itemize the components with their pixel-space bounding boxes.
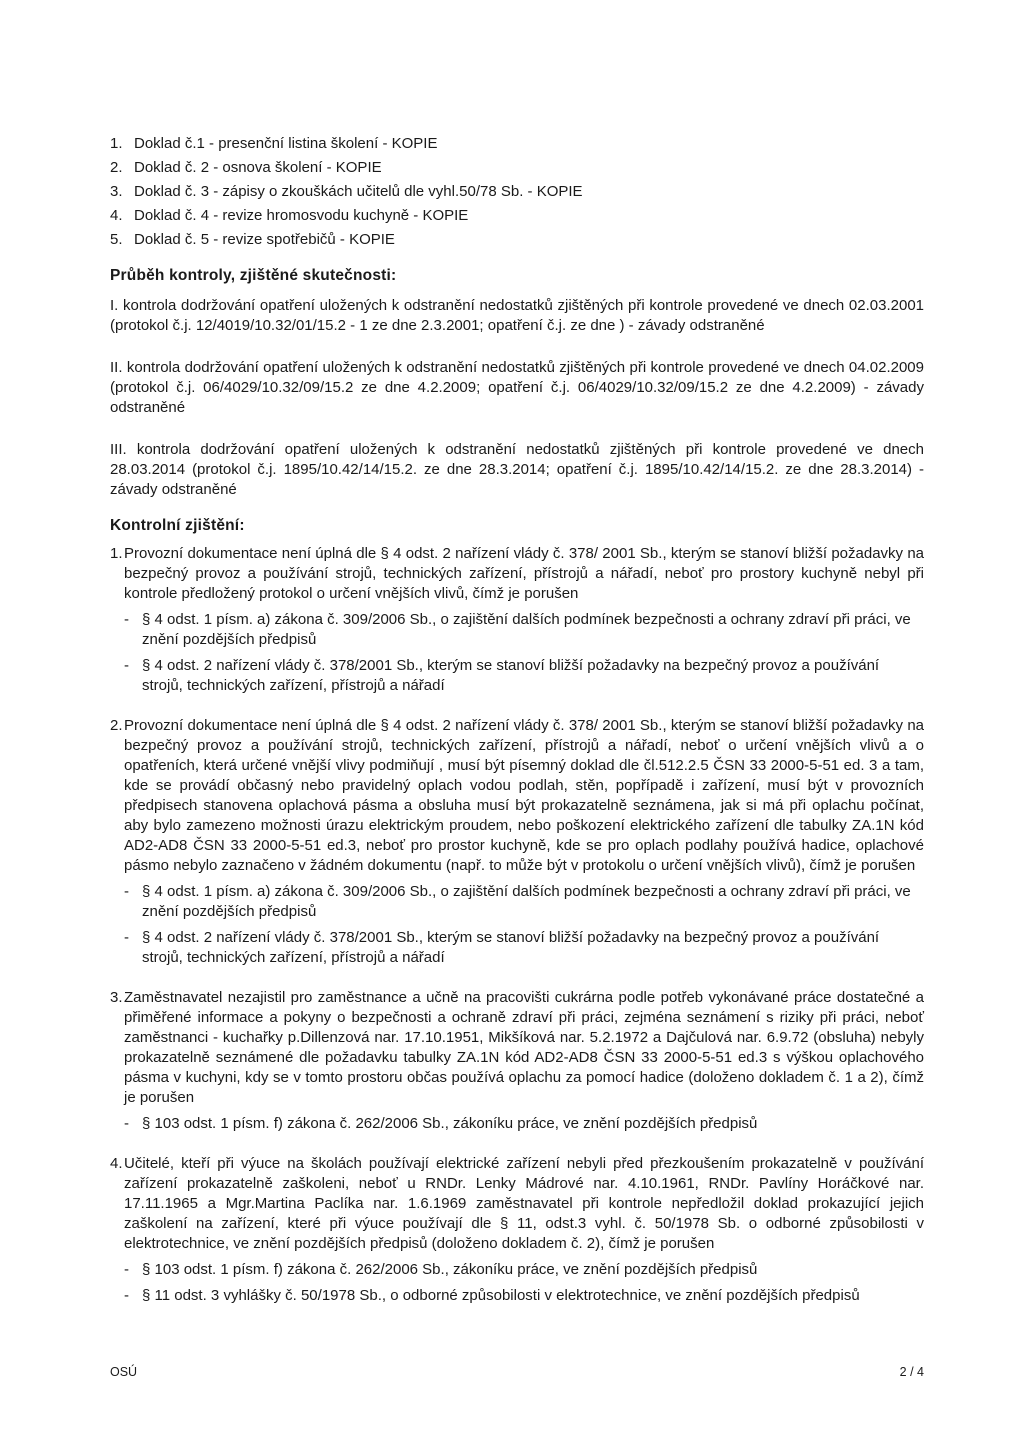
attachment-text: Doklad č. 2 - osnova školení - KOPIE — [134, 159, 382, 176]
finding-number: 2. — [110, 717, 123, 734]
attachment-item — [110, 182, 924, 202]
finding-text: Zaměstnavatel nezajistil pro zaměstnance a učně na pracovišti cukrárna podle potřeb vykonávané práce dostatečné a přiměřené informace a pokyny o bezpečnosti a ochraně zdraví při práci, zejména seznámení s riziky při práci, neboť zaměstnanci - kuchařky p.Dillenzová nar. 17.10.1951, Mikšíková nar. 5.2.1972 a Dajčulová nar. 6.9.72 (obsluha) nebyly prokazatelně seznámené dle požadavku tabulky ZA.1N kód AD2-AD8 ČSN 33 2000-5-51 ed.3 s výškou oplachového pásma v kuchyni, kdy se v tomto prostoru občas používá oplachu za pomocí hadice (doloženo dokladem č. 1 a 2), čímž je porušen — [124, 989, 924, 1106]
finding-number: 3. — [110, 989, 123, 1006]
attachment-number: 1. — [110, 135, 123, 152]
finding-item — [110, 988, 924, 1140]
attachment-text: Doklad č. 5 - revize spotřebičů - KOPIE — [134, 231, 395, 248]
violation-item: - § 103 odst. 1 písm. f) zákona č. 262/2006 Sb., zákoníku práce, ve znění pozdějších předpisů — [124, 1260, 924, 1280]
control-paragraph — [110, 296, 924, 336]
violation-text: § 4 odst. 1 písm. a) zákona č. 309/2006 Sb., o zajištění dalších podmínek bezpečnosti a ochrany zdraví při práci, ve znění pozdějších předpisů — [142, 883, 911, 920]
attachment-number: 2. — [110, 159, 123, 176]
violation-list — [124, 1260, 924, 1306]
attachment-item — [110, 134, 924, 154]
violation-list — [124, 610, 924, 696]
attachment-number: 3. — [110, 183, 123, 200]
violation-item: - § 4 odst. 2 nařízení vlády č. 378/2001 Sb., kterým se stanoví bližší požadavky na bezpečný provoz a používání strojů, technických zařízení, přístrojů a nářadí — [124, 656, 924, 696]
finding-body — [124, 544, 924, 702]
finding-item — [110, 1154, 924, 1312]
violation-text: § 103 odst. 1 písm. f) zákona č. 262/2006 Sb., zákoníku práce, ve znění pozdějších předpisů — [142, 1115, 758, 1132]
attachment-list — [110, 134, 924, 250]
violation-text: § 4 odst. 2 nařízení vlády č. 378/2001 Sb., kterým se stanoví bližší požadavky na bezpečný provoz a používání strojů, technických zařízení, přístrojů a nářadí — [142, 657, 880, 694]
control-paragraph — [110, 358, 924, 418]
control-text: III. kontrola dodržování opatření uložených k odstranění nedostatků zjištěných při kontrole provedené ve dnech 28.03.2014 (protokol č.j. 1895/10.42/14/15.2. ze dne 28.3.2014; opatření č.j. 1895/10.42/14/15.2. ze dne 28.3.2014) - závady odstraněné — [110, 441, 924, 498]
violation-text: § 4 odst. 2 nařízení vlády č. 378/2001 Sb., kterým se stanoví bližší požadavky na bezpečný provoz a používání strojů, technických zařízení, přístrojů a nářadí — [142, 929, 880, 966]
violation-list — [124, 1114, 924, 1134]
progress-heading: Průběh kontroly, zjištěné skutečnosti: — [110, 267, 397, 284]
violation-item: - § 4 odst. 1 písm. a) zákona č. 309/2006 Sb., o zajištění dalších podmínek bezpečnosti a ochrany zdraví při práci, ve znění pozdějších předpisů — [124, 882, 924, 922]
finding-body — [124, 1154, 924, 1312]
control-text: II. kontrola dodržování opatření uložených k odstranění nedostatků zjištěných při kontrole provedené ve dnech 04.02.2009 (protokol č.j. 06/4029/10.32/09/15.2 ze dne 4.2.2009; opatření č.j. 06/4029/10.32/09/15.2 ze dne 4.2.2009) - závady odstraněné — [110, 359, 924, 416]
page-number: 2 / 4 — [899, 1365, 924, 1379]
violation-text: § 103 odst. 1 písm. f) zákona č. 262/2006 Sb., zákoníku práce, ve znění pozdějších předpisů — [142, 1261, 758, 1278]
attachment-number: 5. — [110, 231, 123, 248]
document-page — [110, 134, 924, 1312]
control-paragraph — [110, 440, 924, 500]
violation-list — [124, 882, 924, 968]
findings-heading: Kontrolní zjištění: — [110, 517, 245, 534]
finding-text: Provozní dokumentace není úplná dle § 4 odst. 2 nařízení vlády č. 378/ 2001 Sb., kterým se stanoví bližší požadavky na bezpečný provoz a používání strojů, technických zařízení, přístrojů a nářadí, neboť pro prostory kuchyně nebyl při kontrole předložený protokol o určení vnějších vlivů, čímž je porušen — [124, 545, 924, 602]
violation-item: - § 4 odst. 2 nařízení vlády č. 378/2001 Sb., kterým se stanoví bližší požadavky na bezpečný provoz a používání strojů, technických zařízení, přístrojů a nářadí — [124, 928, 924, 968]
attachment-number: 4. — [110, 207, 123, 224]
violation-item: - § 11 odst. 3 vyhlášky č. 50/1978 Sb., o odborné způsobilosti v elektrotechnice, ve znění pozdějších předpisů — [124, 1286, 924, 1306]
finding-text: Provozní dokumentace není úplná dle § 4 odst. 2 nařízení vlády č. 378/ 2001 Sb., kterým se stanoví bližší požadavky na bezpečný provoz a používání strojů, technických zařízení, přístrojů a nářadí, neboť o určení vnějších vlivů a o opatřeních, která určené vnější vlivy podmiňují , musí být písemný doklad dle čl.512.2.5 ČSN 33 2000-5-51 ed. 3 a tam, kde se provádí občasný nebo pravidelný oplach vodou podlah, stěn, popřípadě i zařízení, musí být v provozních předpisech stanovena oplachová pásma a obsluha musí být prokazatelně seznámena, jak si má při oplachu počínat, aby bylo zamezeno možnosti úrazu elektrickým proudem, nebo poškození elektrického zařízení dle tabulky ZA.1N kód AD2-AD8 ČSN 33 2000-5-51 ed.3, neboť pro prostor kuchyně, kde se pro oplach podlahy používá hadice, oplachové pásmo nebylo zaznačeno v žádném dokumentu (např. to může být v protokolu o určení vnějších vlivů), čímž je porušen — [124, 717, 924, 874]
attachment-item — [110, 230, 924, 250]
attachment-text: Doklad č.1 - presenční listina školení - KOPIE — [134, 135, 438, 152]
finding-number: 4. — [110, 1155, 123, 1172]
finding-item — [110, 544, 924, 702]
attachment-text: Doklad č. 4 - revize hromosvodu kuchyně - KOPIE — [134, 207, 469, 224]
violation-item: - § 4 odst. 1 písm. a) zákona č. 309/2006 Sb., o zajištění dalších podmínek bezpečnosti a ochrany zdraví při práci, ve znění pozdějších předpisů — [124, 610, 924, 650]
footer-office: OSÚ — [110, 1365, 138, 1379]
attachment-item — [110, 206, 924, 226]
finding-body — [124, 988, 924, 1140]
attachment-text: Doklad č. 3 - zápisy o zkouškách učitelů dle vyhl.50/78 Sb. - KOPIE — [134, 183, 583, 200]
finding-number: 1. — [110, 545, 123, 562]
attachment-item — [110, 158, 924, 178]
control-text: I. kontrola dodržování opatření uložených k odstranění nedostatků zjištěných při kontrole provedené ve dnech 02.03.2001 (protokol č.j. 12/4019/10.32/01/15.2 - 1 ze dne 2.3.2001; opatření č.j. ze dne ) - závady odstraněné — [110, 297, 924, 334]
finding-item — [110, 716, 924, 974]
finding-body — [124, 716, 924, 974]
violation-text: § 11 odst. 3 vyhlášky č. 50/1978 Sb., o odborné způsobilosti v elektrotechnice, ve znění pozdějších předpisů — [142, 1287, 860, 1304]
violation-item: - § 103 odst. 1 písm. f) zákona č. 262/2006 Sb., zákoníku práce, ve znění pozdějších předpisů — [124, 1114, 924, 1134]
violation-text: § 4 odst. 1 písm. a) zákona č. 309/2006 Sb., o zajištění dalších podmínek bezpečnosti a ochrany zdraví při práci, ve znění pozdějších předpisů — [142, 611, 911, 648]
finding-text: Učitelé, kteří při výuce na školách používají elektrické zařízení nebyli před přezkoušením prokazatelně v používání zařízení prokazatelně zaškoleni, neboť u RNDr. Lenky Mádrové nar. 4.10.1961, RNDr. Pavlíny Horáčkové nar. 17.11.1965 a Mgr.Martina Paclíka nar. 1.6.1969 zaměstnavatel při kontrole nepředložil doklad prokazující jejich zaškolení na zařízení, které při výuce používají dle § 11, odst.3 vyhl. č. 50/1978 Sb. o odborné způsobilosti v elektrotechnice, ve znění pozdějších předpisů (doloženo dokladem č. 2), čímž je porušen — [124, 1155, 924, 1252]
